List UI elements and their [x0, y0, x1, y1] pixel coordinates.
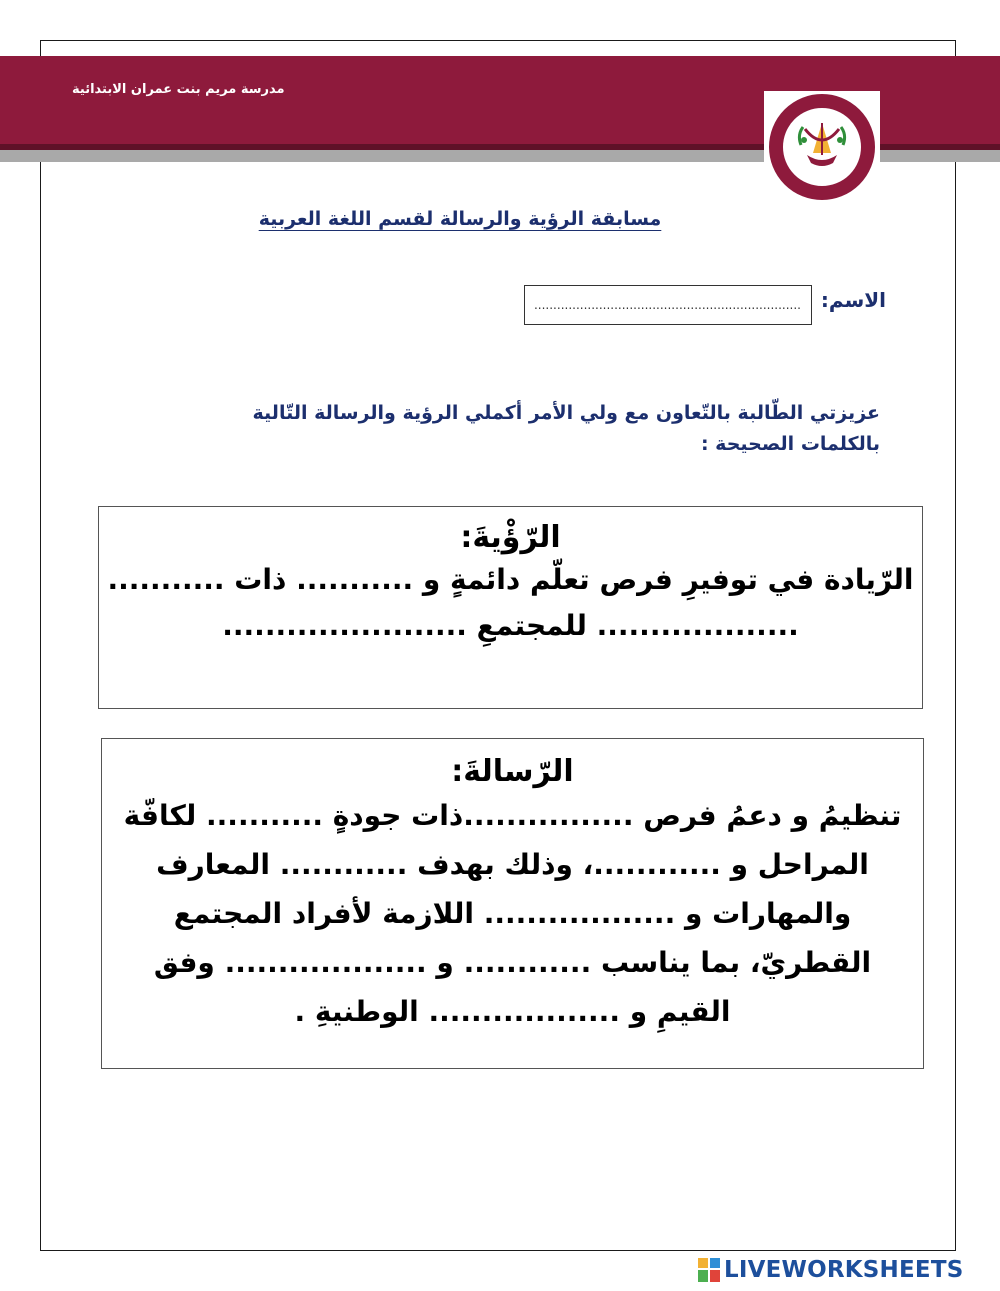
brand-text: LIVEWORKSHEETS: [724, 1257, 964, 1283]
instruction-line: بالكلمات الصحيحة :: [700, 433, 880, 455]
school-name: مدرسة مريم بنت عمران الابتدائية: [72, 82, 285, 97]
mission-line: القيمِ و .................. الوطنيةِ .: [294, 995, 731, 1028]
emblem-icon: [767, 93, 877, 201]
name-label: الاسم:: [820, 288, 886, 312]
qatar-ministry-logo: [764, 91, 880, 203]
vision-line: ................... للمجتمعِ .......................: [222, 609, 799, 642]
name-input[interactable]: [524, 285, 812, 325]
worksheet-title: مسابقة الرؤية والرسالة لقسم اللغة العربية: [258, 208, 662, 230]
mission-heading: الرّسالةَ:: [451, 754, 574, 789]
vision-heading: الرّؤْيةَ:: [460, 520, 561, 555]
mission-line: المراحل و ............، وذلك بهدف ............ المعارف: [156, 848, 869, 881]
instructions: [140, 398, 880, 460]
vision-box: [98, 506, 923, 709]
vision-line: الرّيادة في توفيرِ فرص تعلّم دائمةٍ و ........... ذات ...........: [107, 563, 914, 596]
mission-line: والمهارات و .................. اللازمة لأفراد المجتمع: [173, 897, 852, 930]
mission-box: [101, 738, 924, 1069]
mission-line: تنظيمُ و دعمُ فرص ................ذات جودةٍ ........... لكافّة: [123, 799, 902, 832]
liveworksheets-brand: [698, 1256, 963, 1284]
liveworksheets-logo-icon: [698, 1258, 720, 1282]
instruction-line: عزيزتي الطّالبة بالتّعاون مع ولي الأمر أكملي الرؤية والرسالة التّالية: [252, 402, 880, 424]
mission-line: القطريّ، بما يناسب ............ و ................... وفق: [153, 946, 872, 979]
